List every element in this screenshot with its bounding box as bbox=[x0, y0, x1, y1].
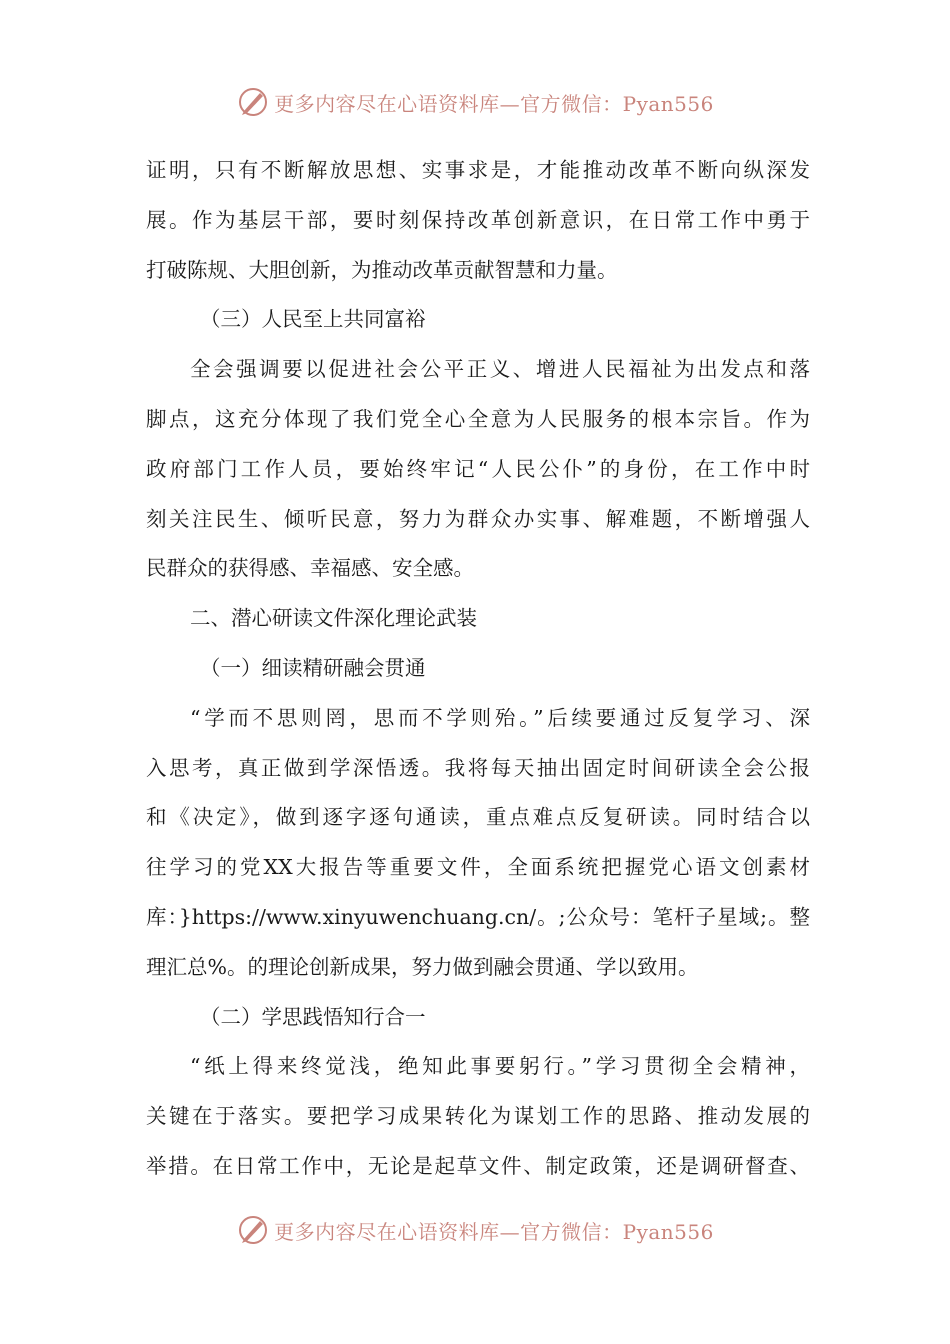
paragraph-line: 刻关注民生、倾听民意，努力为群众办实事、解难题，不断增强人 bbox=[146, 506, 810, 531]
paragraph-line: “纸上得来终觉浅，绝知此事要躬行。”学习贯彻全会精神， bbox=[190, 1054, 810, 1079]
paragraph-line: 举措。在日常工作中，无论是起草文件、制定政策，还是调研督查、 bbox=[146, 1153, 810, 1178]
section-heading: （一）细读精研融会贯通 bbox=[200, 655, 426, 680]
quill-logo-icon bbox=[236, 1213, 270, 1247]
watermark-text: 更多内容尽在心语资料库—官方微信：Pyan556 bbox=[274, 1219, 714, 1244]
watermark-footer bbox=[0, 1210, 950, 1250]
paragraph-line: 关键在于落实。要把学习成果转化为谋划工作的思路、推动发展的 bbox=[146, 1104, 810, 1129]
section-heading: （三）人民至上共同富裕 bbox=[200, 307, 426, 332]
quill-logo-icon bbox=[236, 85, 270, 119]
paragraph-line: 库：}https://www.xinyuwenchuang.cn/。;公众号：笔杆子星域;。整 bbox=[146, 904, 810, 929]
document-body bbox=[146, 146, 810, 1192]
paragraph-line: “学而不思则罔，思而不学则殆。”后续要通过反复学习、深 bbox=[190, 705, 810, 730]
chapter-heading: 二、潜心研读文件深化理论武装 bbox=[190, 606, 477, 631]
paragraph-line: 往学习的党XX大报告等重要文件，全面系统把握党心语文创素材 bbox=[146, 855, 810, 880]
paragraph-line: 理汇总%。的理论创新成果，努力做到融会贯通、学以致用。 bbox=[146, 954, 699, 979]
watermark-text: 更多内容尽在心语资料库—官方微信：Pyan556 bbox=[274, 91, 714, 116]
paragraph-line: 脚点，这充分体现了我们党全心全意为人民服务的根本宗旨。作为 bbox=[146, 406, 810, 431]
paragraph-line: 证明，只有不断解放思想、实事求是，才能推动改革不断向纵深发 bbox=[146, 158, 810, 182]
watermark-header bbox=[0, 82, 950, 122]
paragraph-line: 政府部门工作人员，要始终牢记“人民公仆”的身份，在工作中时 bbox=[146, 456, 810, 481]
paragraph-line: 和《决定》，做到逐字逐句通读，重点难点反复研读。同时结合以 bbox=[146, 805, 810, 830]
section-heading: （二）学思践悟知行合一 bbox=[200, 1004, 426, 1029]
paragraph-line: 展。作为基层干部，要时刻保持改革创新意识，在日常工作中勇于 bbox=[146, 207, 810, 232]
paragraph-line: 全会强调要以促进社会公平正义、增进人民福祉为出发点和落 bbox=[190, 357, 810, 382]
paragraph-line: 民群众的获得感、幸福感、安全感。 bbox=[146, 556, 474, 581]
paragraph-line: 打破陈规、大胆创新，为推动改革贡献智慧和力量。 bbox=[146, 257, 618, 282]
paragraph-line: 入思考，真正做到学深悟透。我将每天抽出固定时间研读全会公报 bbox=[146, 755, 810, 780]
